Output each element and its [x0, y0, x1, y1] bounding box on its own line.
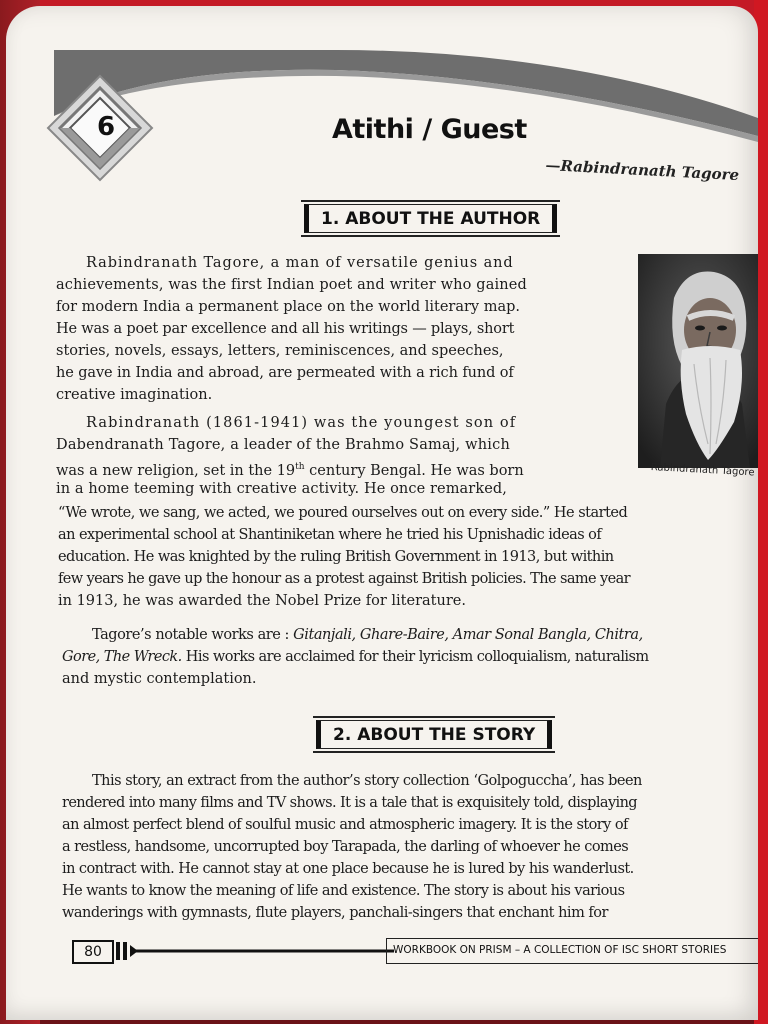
- text-line: Rabindranath (1861-1941) was the youngest son of: [86, 415, 517, 431]
- text-line: wanderings with gymnasts, flute players, panchali-singers that enchant him for: [62, 905, 608, 921]
- photo-caption: Rabindranath Tagore: [650, 462, 755, 479]
- text-line: a restless, handsome, uncorrupted boy Tarapada, the darling of whoever he comes: [62, 839, 629, 855]
- text-fragment: was a new religion, set in the 19: [56, 462, 296, 479]
- author-photo: [638, 254, 758, 468]
- text-line: [92, 624, 643, 646]
- text-line: achievements, was the first Indian poet and writer who gained: [56, 277, 527, 293]
- footer-rule: [114, 936, 394, 966]
- text-line: in contract with. He cannot stay at one place because he is lured by his wanderlust.: [62, 861, 634, 877]
- text-line: in a home teeming with creative activity. He once remarked,: [56, 481, 507, 497]
- section-heading-story: 2. ABOUT THE STORY: [316, 720, 552, 749]
- text-line: an experimental school at Shantiniketan where he tried his Upnishadic ideas of: [58, 527, 602, 543]
- footer-book-title: WORKBOOK ON PRISM – A COLLECTION OF ISC SHORT STORIES: [386, 938, 758, 964]
- text-line: he gave in India and abroad, are permeated with a rich fund of: [56, 365, 514, 381]
- portrait-image: [638, 254, 758, 468]
- text-line: an almost perfect blend of soulful music and atmospheric imagery. It is the story of: [62, 817, 628, 833]
- text-line: education. He was knighted by the ruling British Government in 1913, but within: [58, 549, 614, 565]
- text-line: creative imagination.: [56, 387, 213, 403]
- author-byline: —Rabindranath Tagore: [545, 156, 740, 185]
- superscript: th: [295, 462, 305, 472]
- text-line: few years he gave up the honour as a protest against British policies. The same year: [58, 571, 630, 587]
- text-fragment: His works are acclaimed for their lyricism colloquialism, naturalism: [181, 649, 649, 665]
- text-line: stories, novels, essays, letters, reminiscences, and speeches,: [56, 343, 504, 359]
- chapter-number: 6: [96, 112, 116, 142]
- text-line: He was a poet par excellence and all his writings — plays, short: [56, 321, 515, 337]
- text-line: He wants to know the meaning of life and existence. The story is about his various: [62, 883, 625, 899]
- text-line: This story, an extract from the author’s story collection ‘Golpoguccha’, has been: [92, 773, 642, 789]
- text-fragment: Tagore’s notable works are :: [92, 627, 294, 643]
- book-page: [6, 6, 758, 1020]
- text-line: in 1913, he was awarded the Nobel Prize for literature.: [58, 593, 466, 609]
- text-line: “We wrote, we sang, we acted, we poured ourselves out on every side.” He started: [58, 505, 628, 521]
- text-line: Rabindranath Tagore, a man of versatile genius and: [86, 255, 514, 271]
- text-line: [62, 646, 649, 668]
- text-line: and mystic contemplation.: [62, 671, 257, 687]
- text-line: for modern India a permanent place on the world literary map.: [56, 299, 521, 315]
- book-titles: Gitanjali, Ghare-Baire, Amar Sonal Bangla, Chitra,: [293, 627, 643, 643]
- chapter-title: Atithi / Guest: [332, 114, 527, 145]
- page-number: 80: [72, 940, 114, 964]
- text-line: Dabendranath Tagore, a leader of the Brahmo Samaj, which: [56, 437, 510, 453]
- text-fragment: century Bengal. He was born: [304, 462, 524, 479]
- section-heading-author: 1. ABOUT THE AUTHOR: [304, 204, 557, 233]
- book-titles: Gore, The Wreck.: [62, 649, 182, 665]
- text-line: rendered into many films and TV shows. It is a tale that is exquisitely told, displaying: [62, 795, 637, 811]
